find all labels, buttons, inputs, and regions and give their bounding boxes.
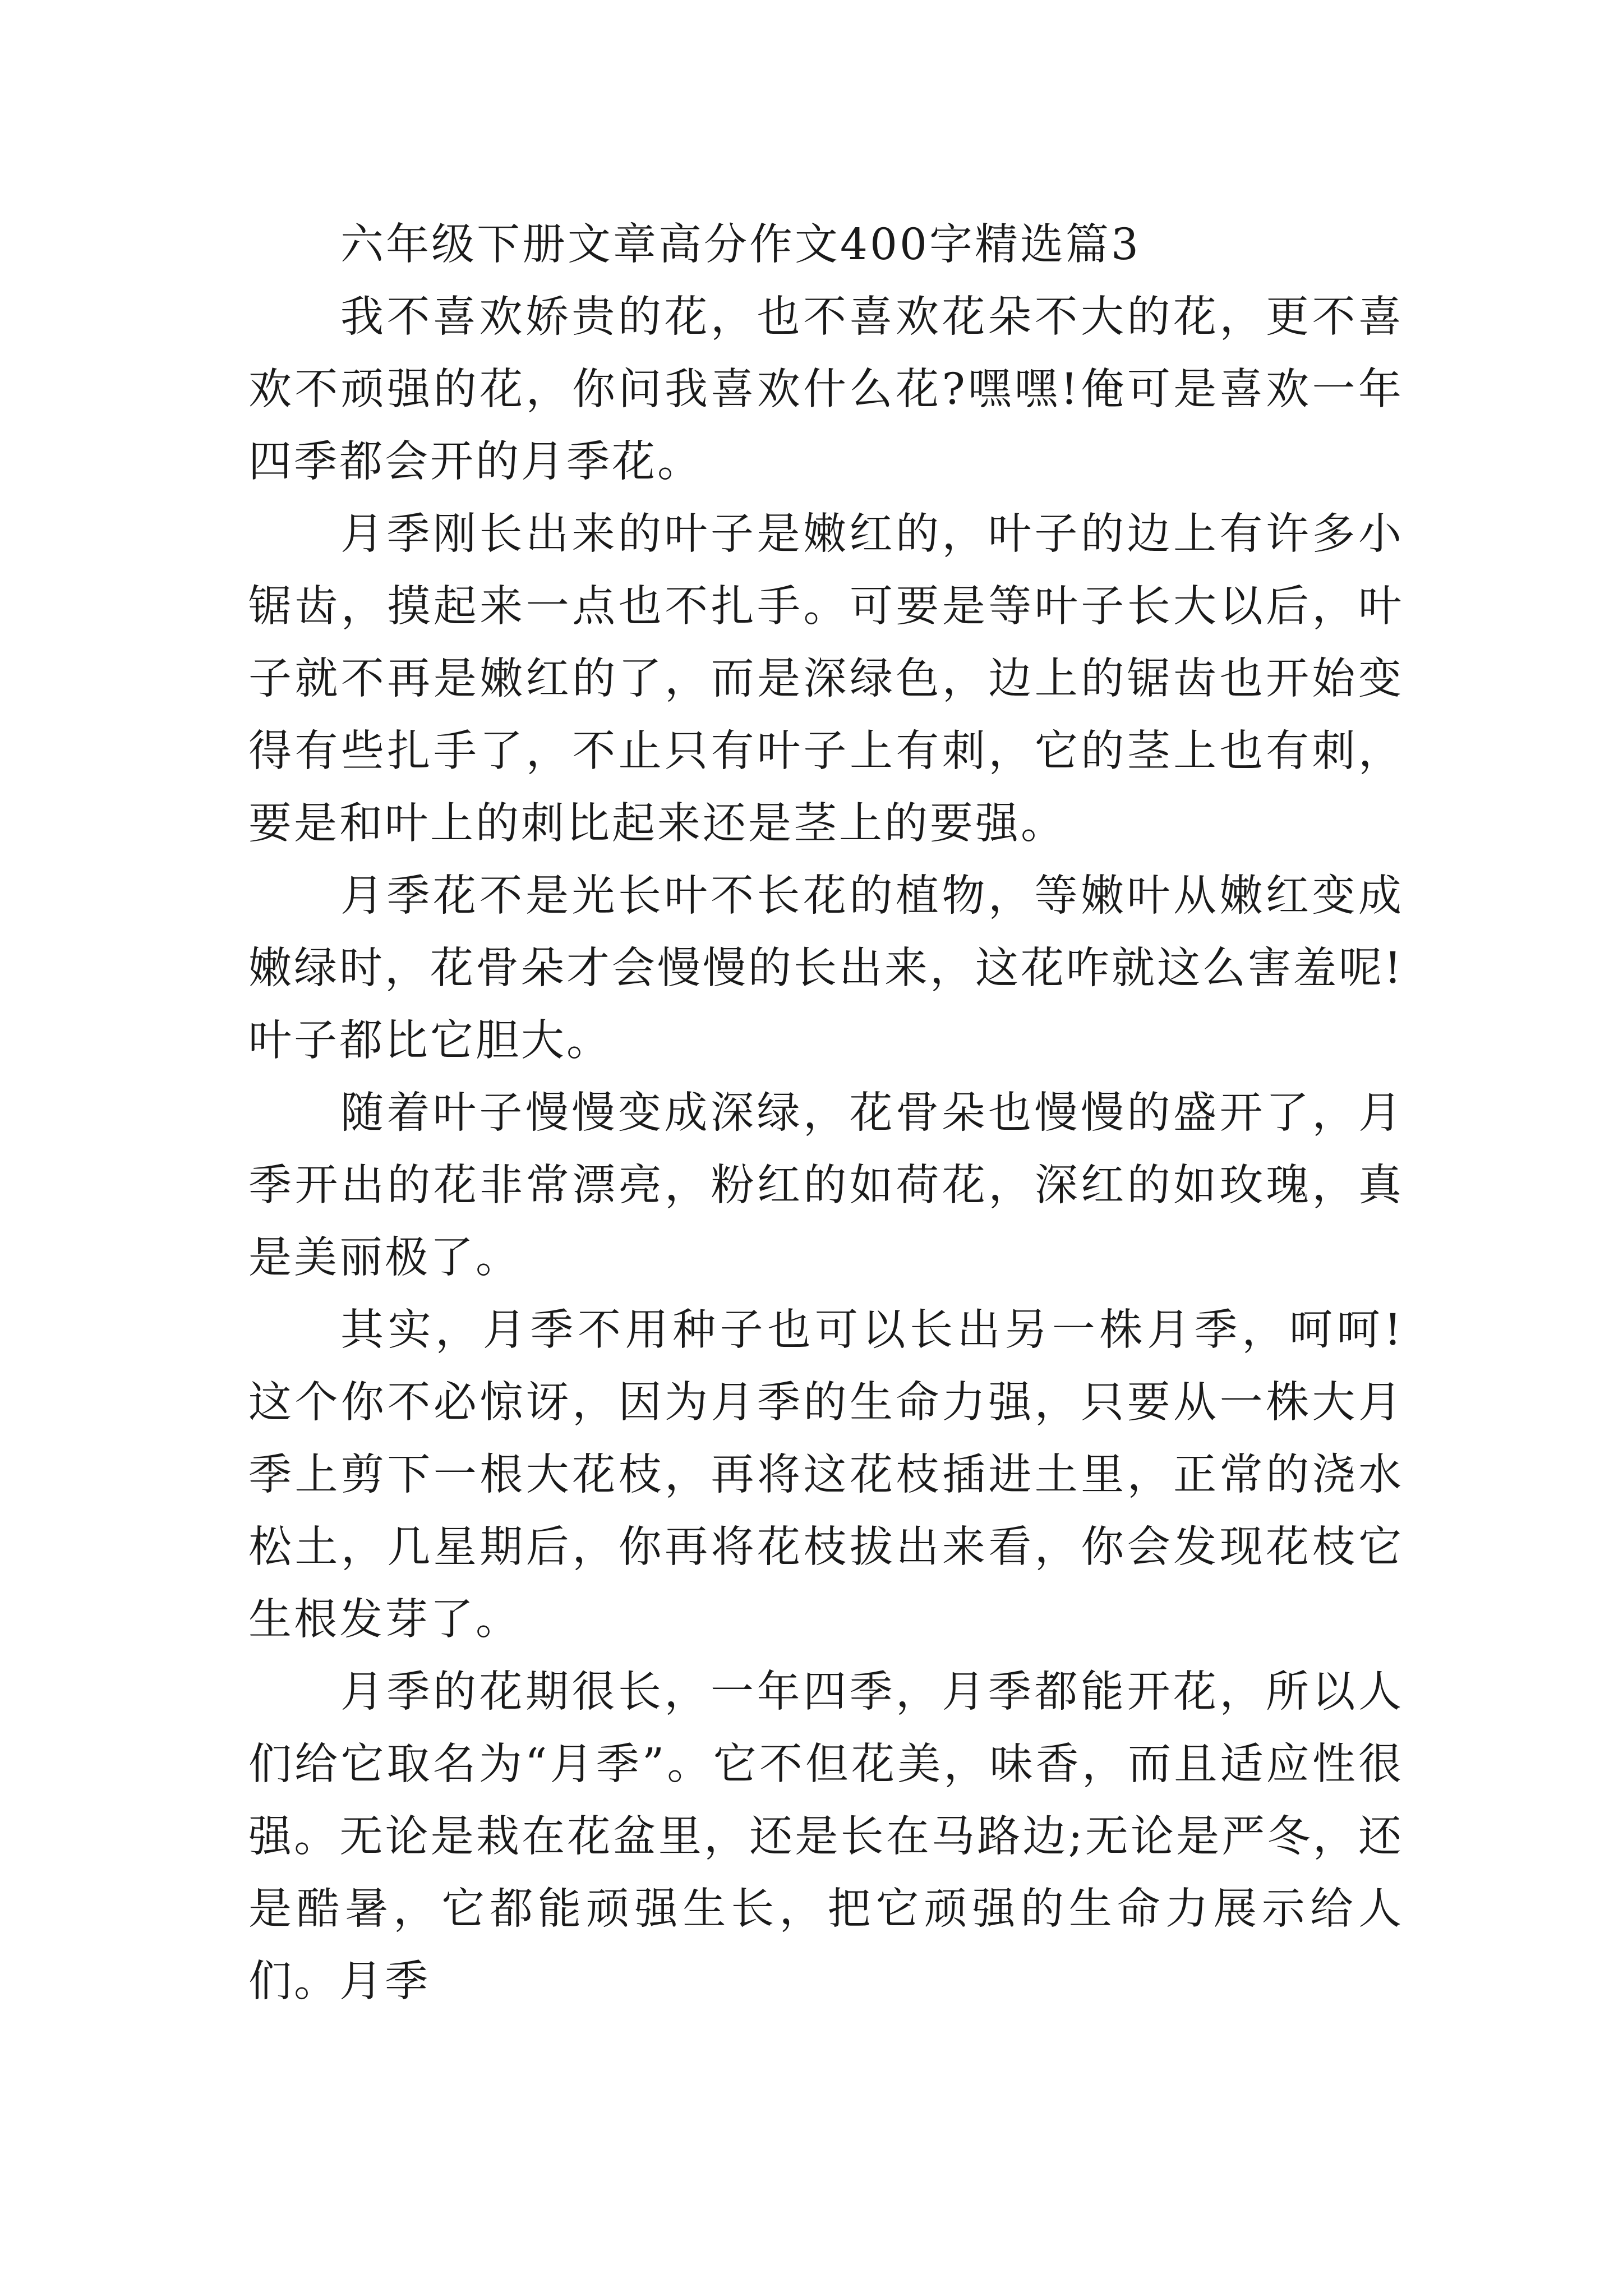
document-title: 六年级下册文章高分作文400字精选篇3 bbox=[340, 220, 1141, 270]
paragraph-3: 月季花不是光长叶不长花的植物，等嫩叶从嫩红变成嫩绿时，花骨朵才会慢慢的长出来，这花咋就这么害羞呢!叶子都比它胆大。 bbox=[248, 871, 1404, 1066]
paragraph-1: 我不喜欢娇贵的花，也不喜欢花朵不大的花，更不喜欢不顽强的花，你问我喜欢什么花?嘿嘿!俺可是喜欢一年四季都会开的月季花。 bbox=[248, 292, 1404, 487]
paragraph-5: 其实，月季不用种子也可以长出另一株月季，呵呵!这个你不必惊讶，因为月季的生命力强，只要从一株大月季上剪下一根大花枝，再将这花枝插进土里，正常的浇水松土，几星期后，你再将花枝拔出来看，你会发现花枝它生根发芽了。 bbox=[248, 1305, 1404, 1645]
paragraph-4: 随着叶子慢慢变成深绿，花骨朵也慢慢的盛开了，月季开出的花非常漂亮，粉红的如荷花，深红的如玫瑰，真是美丽极了。 bbox=[248, 1088, 1404, 1283]
paragraph-6: 月季的花期很长，一年四季，月季都能开花，所以人们给它取名为“月季”。它不但花美，味香，而且适应性很强。无论是栽在花盆里，还是长在马路边;无论是严冬，还是酷暑，它都能顽强生长，把它顽强的生命力展示给人们。月季 bbox=[248, 1667, 1404, 2007]
document-body bbox=[248, 209, 1404, 2018]
paragraph-2: 月季刚长出来的叶子是嫩红的，叶子的边上有许多小锯齿，摸起来一点也不扎手。可要是等叶子长大以后，叶子就不再是嫩红的了，而是深绿色，边上的锯齿也开始变得有些扎手了，不止只有叶子上有刺，它的茎上也有刺，要是和叶上的刺比起来还是茎上的要强。 bbox=[248, 509, 1404, 849]
